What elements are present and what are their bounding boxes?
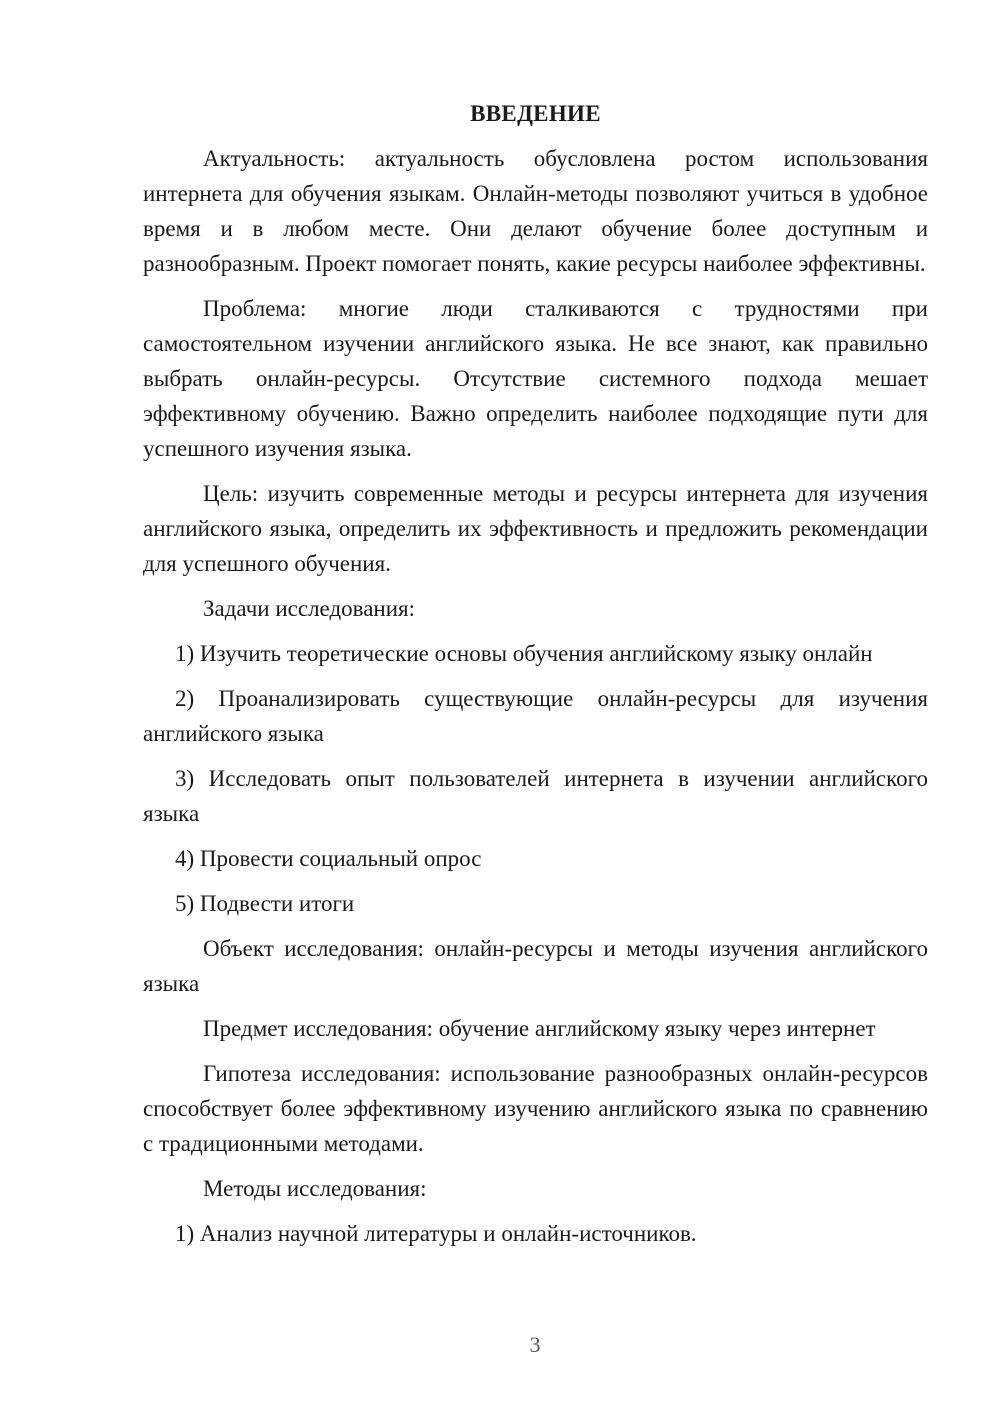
problem-paragraph: Проблема: многие люди сталкиваются с трудностями при самостоятельном изучении английского языка. Не все знают, как правильно выбрать онлайн-ресурсы. Отсутствие системного подхода мешает эффективному обучению. Важно определить наиболее подходящие пути для успешного изучения языка. — [143, 296, 928, 461]
task-item-2: 2) Проанализировать существующие онлайн-ресурсы для изучения английского языка — [143, 686, 928, 746]
page-content — [143, 96, 928, 1261]
method-item-1: 1) Анализ научной литературы и онлайн-источников. — [175, 1221, 697, 1246]
methods-heading: Методы исследования: — [203, 1176, 427, 1201]
task-item-5: 5) Подвести итоги — [175, 891, 355, 916]
relevance-paragraph: Актуальность: актуальность обусловлена ростом использования интернета для обучения языкам. Онлайн-методы позволяют учиться в удобное время и в любом месте. Они делают обучение более доступным и разнообразным. Проект помогает понять, какие ресурсы наиболее эффективны. — [143, 146, 928, 276]
task-item-1: 1) Изучить теоретические основы обучения английскому языку онлайн — [175, 641, 873, 666]
subject-paragraph: Предмет исследования: обучение английскому языку через интернет — [203, 1016, 876, 1041]
goal-paragraph: Цель: изучить современные методы и ресурсы интернета для изучения английского языка, определить их эффективность и предложить рекомендации для успешного обучения. — [143, 481, 928, 576]
page-number: 3 — [529, 1332, 541, 1357]
task-item-3: 3) Исследовать опыт пользователей интернета в изучении английского языка — [143, 766, 928, 826]
object-paragraph: Объект исследования: онлайн-ресурсы и методы изучения английского языка — [143, 936, 928, 996]
hypothesis-paragraph: Гипотеза исследования: использование разнообразных онлайн-ресурсов способствует более эффективному изучению английского языка по сравнению с традиционными методами. — [143, 1061, 928, 1156]
tasks-heading: Задачи исследования: — [203, 596, 416, 621]
task-item-4: 4) Провести социальный опрос — [175, 846, 482, 871]
page-title: ВВЕДЕНИЕ — [470, 101, 601, 126]
